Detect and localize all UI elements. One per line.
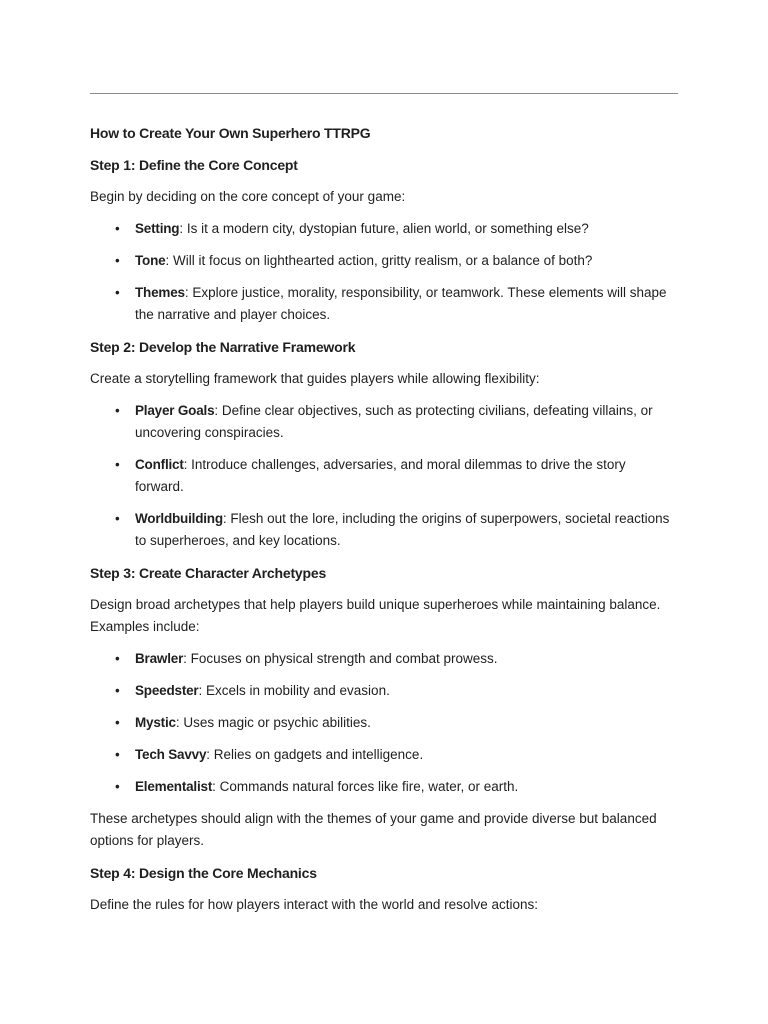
list-item-text: : Define clear objectives, such as protecting civilians, defeating villains, or uncovering conspiracies. [135, 403, 653, 440]
document-body [90, 122, 678, 926]
list-item-term: Mystic [135, 715, 176, 730]
list-item [90, 400, 678, 444]
bullet-icon: • [115, 403, 120, 418]
section-intro: Create a storytelling framework that guides players while allowing flexibility: [90, 371, 540, 386]
section-heading: Step 2: Develop the Narrative Framework [90, 339, 356, 355]
list-item-text: : Explore justice, morality, responsibility, or teamwork. These elements will shape the narrative and player choices. [135, 285, 667, 322]
section-intro: Begin by deciding on the core concept of your game: [90, 189, 406, 204]
list-item-term: Tech Savvy [135, 747, 207, 762]
bullet-icon: • [115, 715, 120, 730]
section-step-2 [90, 336, 678, 552]
section-step-3 [90, 562, 678, 852]
list-item-term: Speedster [135, 683, 199, 698]
document-title: How to Create Your Own Superhero TTRPG [90, 125, 371, 141]
bullet-icon: • [115, 779, 120, 794]
list-item-term: Setting [135, 221, 180, 236]
bullet-list [90, 648, 678, 798]
bullet-icon: • [115, 511, 120, 526]
list-item-text: : Excels in mobility and evasion. [198, 683, 390, 698]
list-item-text: : Is it a modern city, dystopian future, alien world, or something else? [179, 221, 589, 236]
section-intro: Define the rules for how players interact with the world and resolve actions: [90, 897, 538, 912]
list-item-text: : Relies on gadgets and intelligence. [206, 747, 424, 762]
list-item [90, 712, 678, 734]
header-divider [90, 93, 678, 94]
list-item-text: : Flesh out the lore, including the origins of superpowers, societal reactions to superheroes, and key locations. [135, 511, 670, 548]
section-heading: Step 1: Define the Core Concept [90, 157, 298, 173]
section-heading: Step 4: Design the Core Mechanics [90, 865, 317, 881]
bullet-icon: • [115, 285, 120, 300]
section-outro: These archetypes should align with the themes of your game and provide diverse but balanced options for players. [90, 811, 657, 848]
list-item-text: : Introduce challenges, adversaries, and moral dilemmas to drive the story forward. [135, 457, 626, 494]
bullet-icon: • [115, 651, 120, 666]
bullet-list [90, 218, 678, 326]
list-item [90, 508, 678, 552]
list-item-term: Themes [135, 285, 185, 300]
bullet-icon: • [115, 221, 120, 236]
list-item [90, 648, 678, 670]
section-step-1 [90, 154, 678, 326]
list-item [90, 218, 678, 240]
section-step-4 [90, 862, 678, 916]
bullet-icon: • [115, 747, 120, 762]
bullet-icon: • [115, 457, 120, 472]
section-intro: Design broad archetypes that help players build unique superheroes while maintaining balance. Examples include: [90, 597, 661, 634]
list-item-term: Elementalist [135, 779, 213, 794]
list-item [90, 454, 678, 498]
list-item [90, 776, 678, 798]
section-heading: Step 3: Create Character Archetypes [90, 565, 327, 581]
list-item [90, 744, 678, 766]
bullet-icon: • [115, 683, 120, 698]
list-item-text: : Uses magic or psychic abilities. [175, 715, 371, 730]
list-item-term: Brawler [135, 651, 184, 666]
list-item-term: Tone [135, 253, 166, 268]
list-item-term: Player Goals [135, 403, 215, 418]
list-item [90, 250, 678, 272]
bullet-list [90, 400, 678, 552]
bullet-icon: • [115, 253, 120, 268]
list-item-text: : Will it focus on lighthearted action, gritty realism, or a balance of both? [165, 253, 593, 268]
list-item [90, 680, 678, 702]
list-item [90, 282, 678, 326]
list-item-term: Conflict [135, 457, 184, 472]
list-item-term: Worldbuilding [135, 511, 223, 526]
list-item-text: : Commands natural forces like fire, water, or earth. [212, 779, 519, 794]
list-item-text: : Focuses on physical strength and combat prowess. [183, 651, 498, 666]
